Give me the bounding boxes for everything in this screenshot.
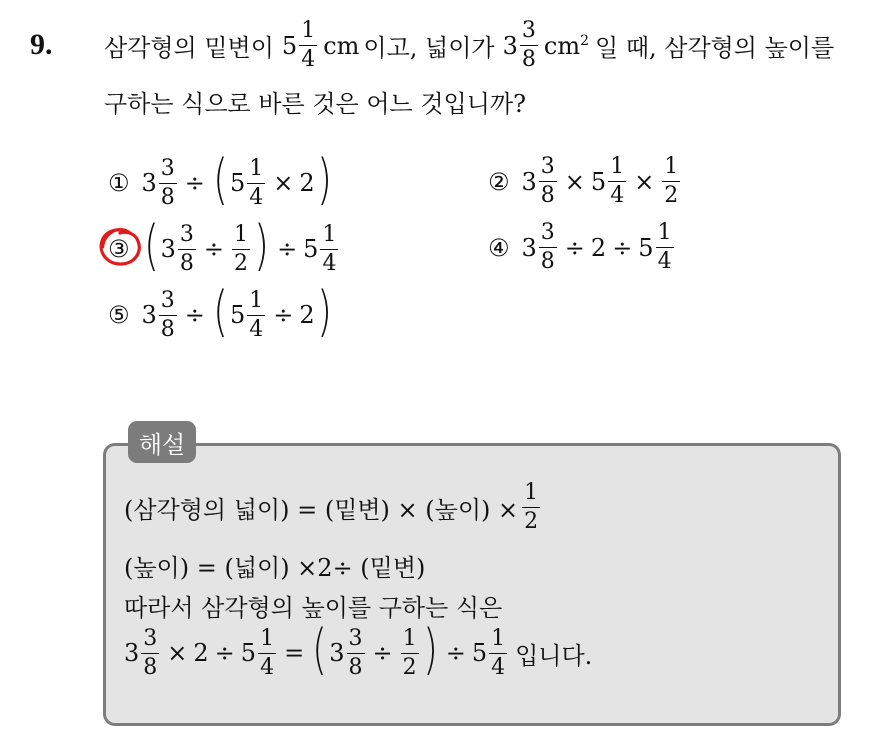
- choice-3[interactable]: ③ ( 3 $\frac{3}{8}$ ÷ $\frac{1}{2}$ ) ÷ 5 $\frac{1}{4}$: [108, 222, 340, 276]
- choice-2-mark: ②: [488, 167, 510, 196]
- choice-5-mark: ⑤: [108, 301, 130, 329]
- question-line-2: 구하는 식으로 바른 것은 어느 것입니까?: [104, 90, 526, 118]
- choice-1-mark: ①: [108, 169, 130, 197]
- unit-cm2: $cm^2$: [543, 31, 589, 60]
- choice-5[interactable]: ⑤ 3 $\frac{3}{8}$ ÷ ( 5 $\frac{1}{4}$ ÷ 2 ): [108, 280, 332, 343]
- choice-1[interactable]: ① 3 $\frac{3}{8}$ ÷ ( 5 $\frac{1}{4}$ × 2 ): [108, 148, 332, 211]
- question-text-b: 이고, 넓이가: [363, 34, 495, 62]
- question-text-c: 일 때, 삼각형의 높이를: [595, 34, 835, 62]
- question-line-1: [104, 20, 834, 71]
- explanation-line-2: (높이) = (넓이) ×2÷ (밑변): [124, 554, 426, 582]
- explanation-line-1: (삼각형의 넓이) = (밑변) × (높이) × $\frac{1}{2}$: [124, 480, 539, 534]
- question-number: 9.: [30, 28, 53, 61]
- unit-cm: cm: [323, 31, 360, 60]
- red-circle-mark-icon: [96, 225, 148, 271]
- area-whole: 3: [502, 31, 518, 60]
- base-whole: 5: [281, 31, 298, 60]
- choice-2[interactable]: ② 3 $\frac{3}{8}$ × 5 $\frac{1}{4}$ × $\frac{1}{2}$: [488, 154, 679, 208]
- explanation-line-3: 따라서 삼각형의 높이를 구하는 식은: [124, 594, 503, 622]
- explanation-tag: 해설: [128, 421, 196, 463]
- choice-3-mark: ③: [108, 235, 130, 263]
- base-fraction: $\frac{1}{4}$: [301, 18, 316, 72]
- explanation-line-4: 3 $\frac{3}{8}$ × 2 ÷ 5 $\frac{1}{4}$ = ( 3 $\frac{3}{8}$ ÷ $\frac{1}{2}$ ) ÷ 5 $\frac{1}{4}$ 입니다.: [124, 618, 593, 681]
- question-text-a: 삼각형의 밑변이: [104, 34, 274, 62]
- choice-4-mark: ④: [488, 233, 510, 262]
- area-fraction: $\frac{3}{8}$: [521, 18, 536, 72]
- choice-4[interactable]: ④ 3 $\frac{3}{8}$ ÷ 2 ÷ 5 $\frac{1}{4}$: [488, 220, 672, 274]
